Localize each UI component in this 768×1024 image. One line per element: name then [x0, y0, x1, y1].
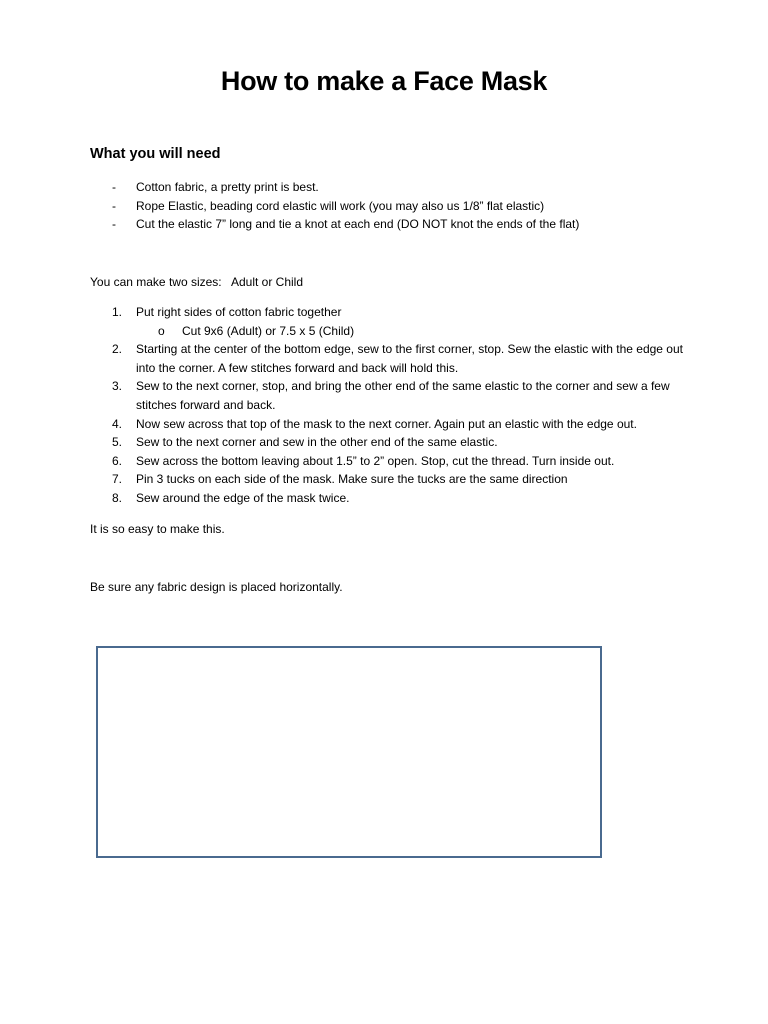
step-text: Sew to the next corner, stop, and bring the other end of the same elastic to the corner and sew a few stitches forward and back.: [136, 379, 670, 412]
list-item: [112, 215, 579, 234]
step-item: [112, 377, 692, 414]
step-item: [112, 489, 692, 508]
sub-step-text: Cut 9x6 (Adult) or 7.5 x 5 (Child): [182, 323, 355, 338]
sub-step-item: [112, 322, 692, 341]
step-text: Sew across the bottom leaving about 1.5” to 2” open. Stop, cut the thread. Turn inside out.: [136, 453, 615, 468]
list-item: [112, 178, 579, 197]
list-item: [112, 197, 579, 216]
dash-bullet: -: [112, 217, 116, 232]
step-text: Sew around the edge of the mask twice.: [136, 490, 350, 505]
section-heading-what-you-need: What you will need: [90, 146, 221, 162]
step-number: 1.: [112, 305, 123, 319]
step-text: Pin 3 tucks on each side of the mask. Make sure the tucks are the same direction: [136, 472, 568, 487]
step-text: Now sew across that top of the mask to the next corner. Again put an elastic with the edge out.: [136, 416, 637, 431]
supply-item-text: Cotton fabric, a pretty print is best.: [136, 180, 319, 194]
step-item: [112, 303, 692, 322]
step-number: 7.: [112, 472, 123, 487]
sizes-text: You can make two sizes: Adult or Child: [90, 275, 303, 289]
instruction-steps: [112, 303, 692, 508]
step-item: [112, 340, 692, 377]
note-easy: It is so easy to make this.: [90, 522, 225, 536]
supplies-list: [112, 178, 579, 234]
note-fabric-design: Be sure any fabric design is placed horizontally.: [90, 580, 343, 594]
page-title: How to make a Face Mask: [220, 66, 548, 96]
step-number: 6.: [112, 453, 123, 468]
dash-bullet: -: [112, 198, 116, 213]
supply-item-text: Cut the elastic 7” long and tie a knot at each end (DO NOT knot the ends of the flat): [136, 217, 580, 232]
step-number: 2.: [112, 342, 123, 357]
step-number: 5.: [112, 435, 123, 450]
step-number: 3.: [112, 379, 123, 394]
step-number: 8.: [112, 490, 123, 505]
step-item: [112, 452, 692, 471]
dash-bullet: -: [112, 180, 116, 194]
image-placeholder-box: [96, 646, 602, 858]
supply-item-text: Rope Elastic, beading cord elastic will work (you may also us 1/8” flat elastic): [136, 198, 545, 213]
step-item: [112, 433, 692, 452]
step-item: [112, 415, 692, 434]
step-text: Starting at the center of the bottom edge, sew to the first corner, stop. Sew the elastic with the edge out into the corner. A few stitches forward and back will hold this.: [136, 342, 683, 375]
step-number: 4.: [112, 416, 123, 431]
step-item: [112, 470, 692, 489]
step-text: Put right sides of cotton fabric together: [136, 305, 342, 319]
circle-bullet: o: [158, 323, 165, 338]
step-text: Sew to the next corner and sew in the other end of the same elastic.: [136, 435, 498, 450]
